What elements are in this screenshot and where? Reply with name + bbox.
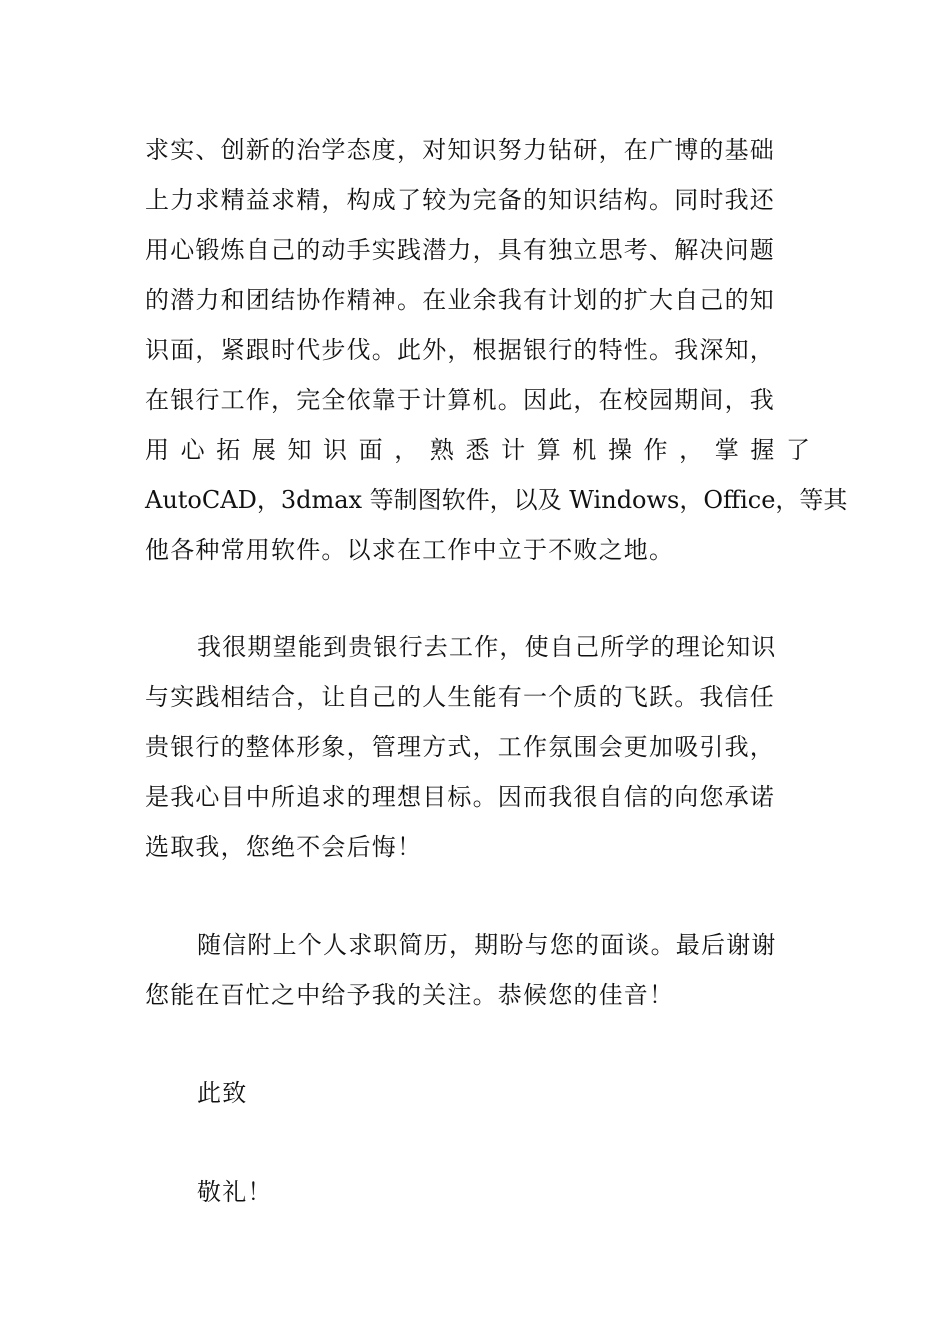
closing-salutation — [145, 1068, 810, 1118]
body-paragraph-3 — [145, 920, 810, 1020]
paragraph-line: 在银行工作，完全依靠于计算机。因此，在校园期间，我 — [145, 386, 775, 414]
paragraph-line: 与实践相结合，让自己的人生能有一个质的飞跃。我信任 — [145, 683, 775, 711]
paragraph-line: 随信附上个人求职简历，期盼与您的面谈。最后谢谢 — [197, 931, 777, 959]
closing-regards — [145, 1167, 810, 1217]
paragraph-line: 用 心 拓 展 知 识 面 ， 熟 悉 计 算 机 操 作 ， 掌 握 了 — [145, 436, 810, 464]
paragraph-line: 的潜力和团结协作精神。在业余我有计划的扩大自己的知 — [145, 286, 775, 314]
paragraph-line: 您能在百忙之中给予我的关注。恭候您的佳音！ — [145, 981, 675, 1009]
regards-text: 敬礼！ — [197, 1178, 273, 1206]
body-paragraph-2 — [145, 622, 810, 872]
paragraph-line: AutoCAD，3dmax 等制图软件，以及 Windows，Office，等其 — [145, 486, 848, 514]
paragraph-line: 我很期望能到贵银行去工作，使自己所学的理论知识 — [197, 633, 777, 661]
paragraph-line: 贵银行的整体形象，管理方式，工作氛围会更加吸引我， — [145, 733, 775, 761]
body-paragraph-1 — [145, 125, 848, 575]
paragraph-line: 是我心目中所追求的理想目标。因而我很自信的向您承诺 — [145, 783, 775, 811]
paragraph-line: 用心锻炼自己的动手实践潜力，具有独立思考、解决问题 — [145, 236, 775, 264]
paragraph-line: 选取我，您绝不会后悔！ — [145, 833, 423, 861]
paragraph-line: 他各种常用软件。以求在工作中立于不败之地。 — [145, 536, 675, 564]
paragraph-line: 识面，紧跟时代步伐。此外，根据银行的特性。我深知， — [145, 336, 775, 364]
paragraph-line: 求实、创新的治学态度，对知识努力钻研，在广博的基础 — [145, 136, 775, 164]
salutation-text: 此致 — [197, 1079, 248, 1107]
paragraph-line: 上力求精益求精，构成了较为完备的知识结构。同时我还 — [145, 186, 775, 214]
